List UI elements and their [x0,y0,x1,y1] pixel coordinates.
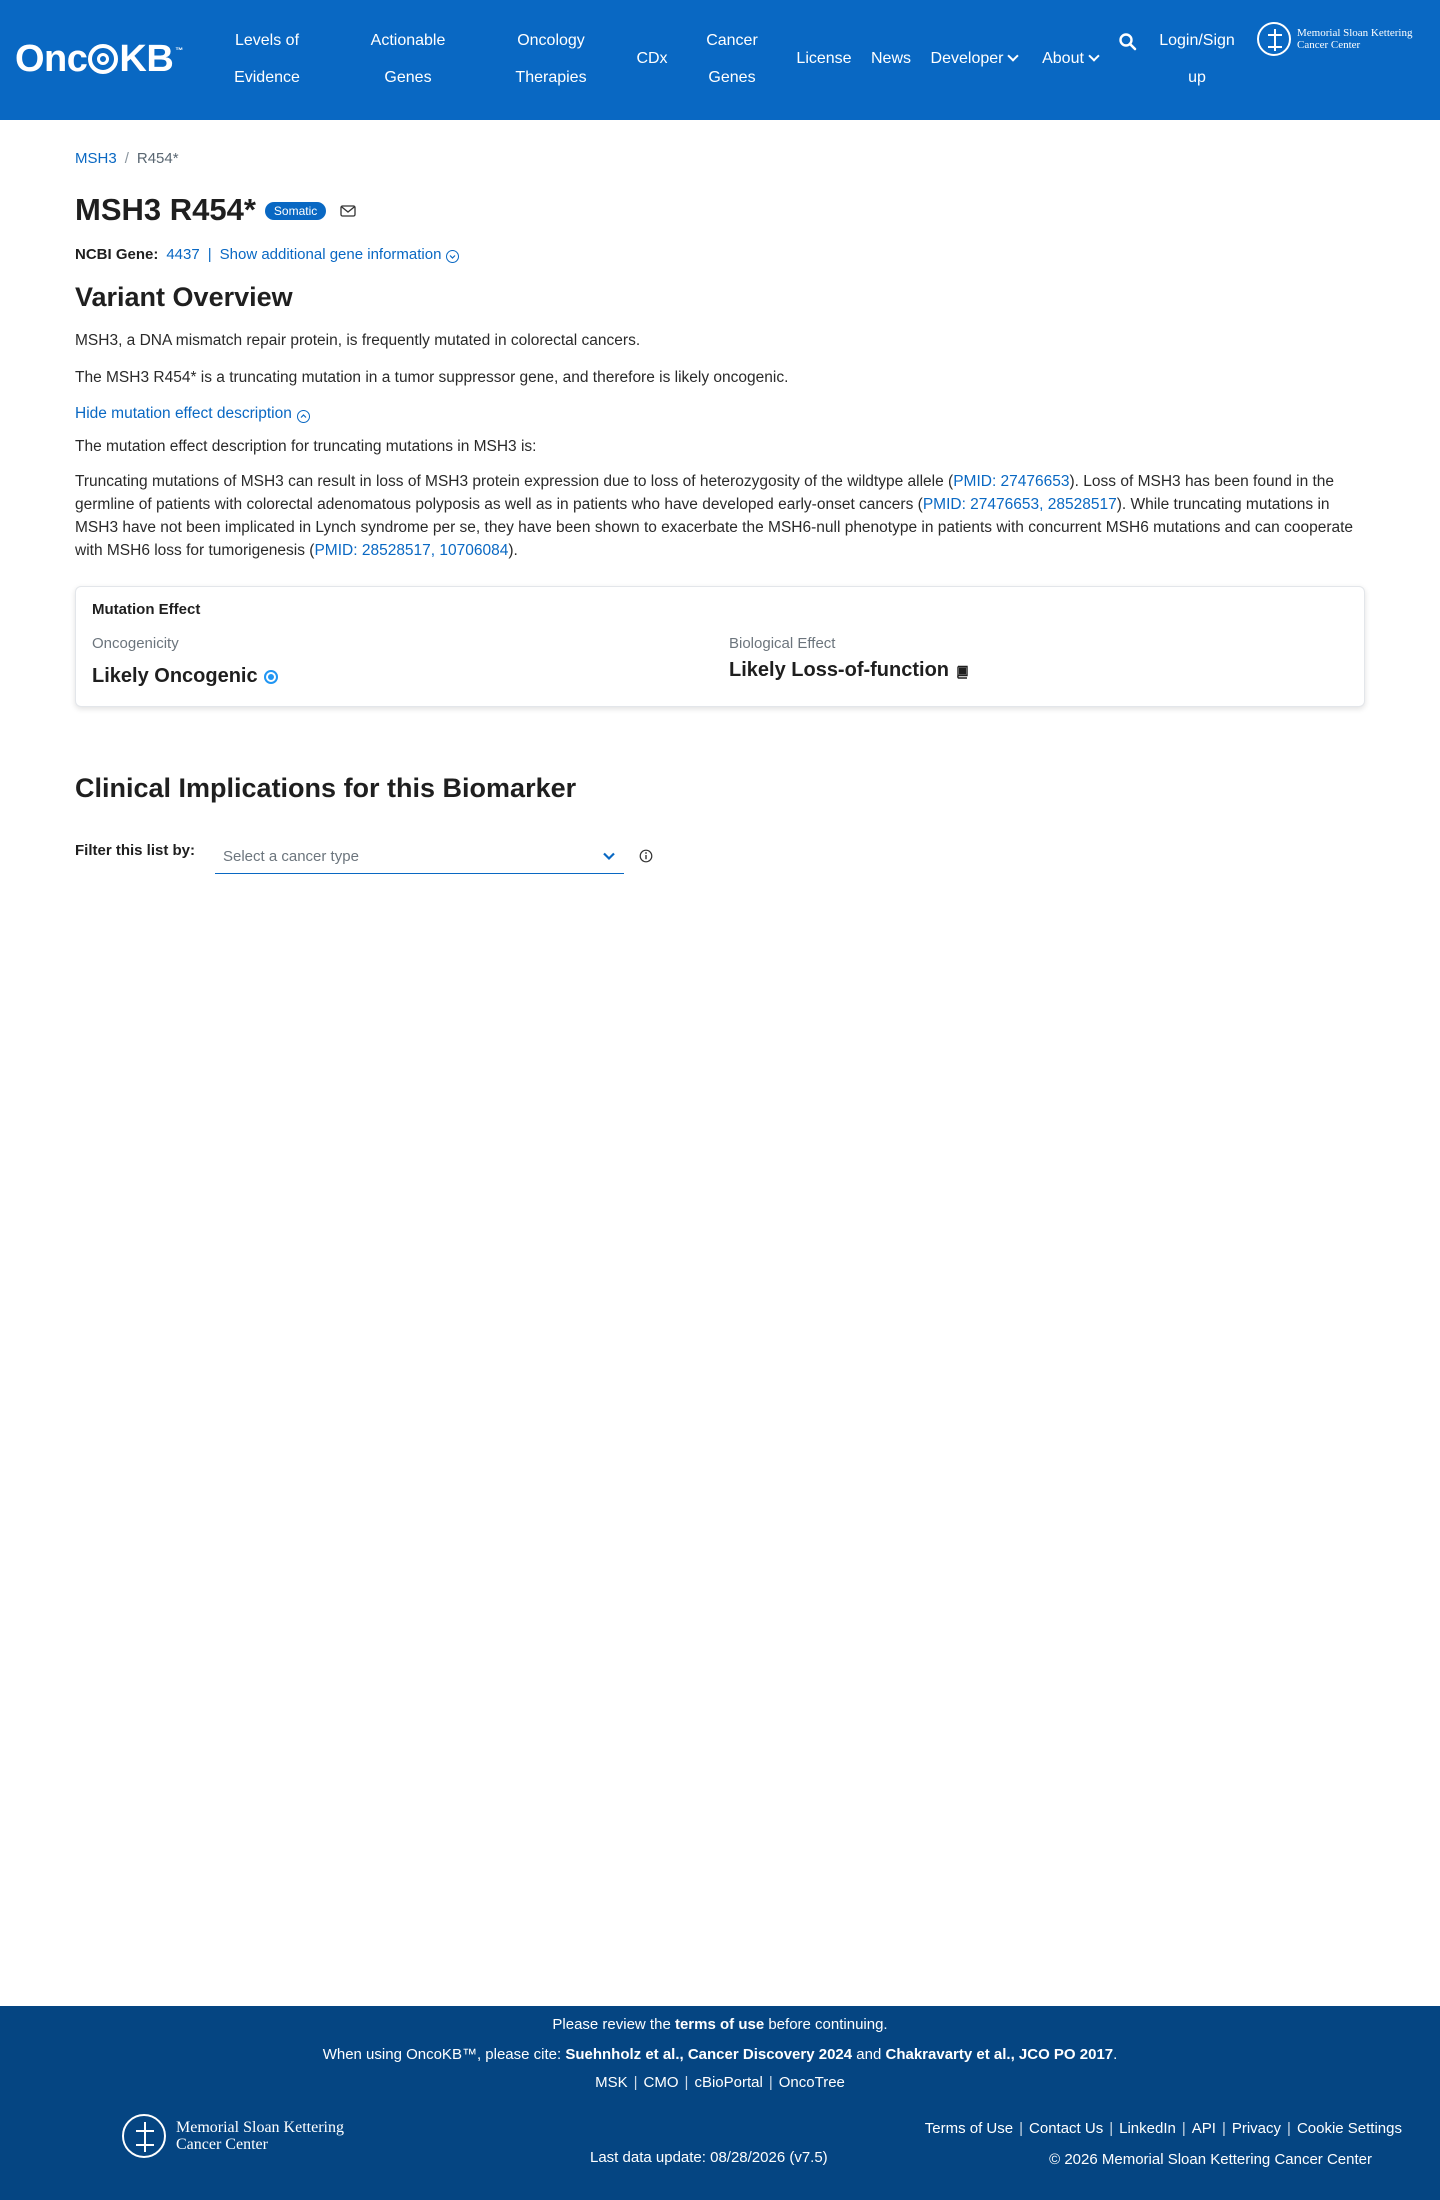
mutation-effect-description: Truncating mutations of MSH3 can result in loss of MSH3 protein expression due to loss of heterozygosity of the wildtype allele (PMID: 27476653). Loss of MSH3 has been found in the germline of patients with colorectal adenomatous polyposis as well as in patients who have developed early-onset cancers (PMID: 27476653, 28528517). While truncating mutations in MSH3 have not been implicated in Lynch syndrome per se, they have been shown to exacerbate the MSH6-null phenotype in patients with concurrent MSH6 mutations and can cooperate with MSH6 loss for tumorigenesis (PMID: 28528517, 10706084). [75,473,1354,559]
biological-effect-label: Biological Effect [729,635,836,652]
footer-link-terms[interactable]: Terms of Use [924,2120,1014,2137]
msk-seal-icon [1257,22,1291,56]
overview-summary-variant: The MSH3 R454* is a truncating mutation in a tumor suppressor gene, and therefore is likely oncogenic. [75,369,789,386]
footer-link-cbioportal[interactable]: cBioPortal [694,2074,763,2091]
last-data-update: Last data update: 08/28/2026 (v7.5) [590,2149,828,2166]
mail-icon[interactable] [340,205,356,217]
oncogenicity-value: Likely Oncogenic [92,665,278,688]
msk-seal-icon [122,2114,166,2158]
nav-levels-of-evidence[interactable]: Levels of Evidence [234,32,300,86]
nav-license[interactable]: License [796,50,852,67]
oncogenicity-label: Oncogenicity [92,635,179,652]
copyright: © 2026 Memorial Sloan Kettering Cancer Center [1049,2151,1372,2168]
pmid-link[interactable]: PMID: 28528517, 10706084 [314,542,509,559]
footer-link-linkedin[interactable]: LinkedIn [1119,2120,1176,2137]
ncbi-gene-row: NCBI Gene: 4437 | Show additional gene information [75,246,459,263]
footer-link-api[interactable]: API [1191,2120,1216,2137]
footer-legal-links: Terms of Use | Contact Us | LinkedIn | API | Privacy | Cookie Settings [924,2120,1402,2137]
footer-link-contact[interactable]: Contact Us [1029,2120,1104,2137]
ncbi-gene-link[interactable]: 4437 [166,246,200,263]
login-signup-link[interactable]: Login/Sign up [1159,32,1235,86]
footer-link-oncotree[interactable]: OncoTree [778,2074,845,2091]
book-icon[interactable] [955,665,969,679]
nav-cancer-genes[interactable]: Cancer Genes [706,32,758,86]
oncokb-target-icon [88,44,118,74]
breadcrumb: MSH3 / R454* [75,150,179,167]
hide-mutation-effect-toggle[interactable]: Hide mutation effect description [75,405,310,423]
terms-of-use-link[interactable]: terms of use [674,2016,765,2033]
footer-link-privacy[interactable]: Privacy [1231,2120,1282,2137]
citation-link-suehnholz[interactable]: Suehnholz et al., Cancer Discovery 2024 [565,2046,853,2063]
page-title: MSH3 R454* Somatic [75,192,356,228]
info-icon[interactable] [639,849,653,863]
search-icon[interactable] [1118,32,1138,52]
nav-developer-dropdown[interactable]: Developer [926,40,1022,77]
variant-overview-heading: Variant Overview [75,282,293,312]
overview-summary-gene: MSH3, a DNA mismatch repair protein, is frequently mutated in colorectal cancers. [75,332,641,349]
footer [0,2006,1440,2200]
nav-oncology-therapies[interactable]: Oncology Therapies [515,32,587,86]
breadcrumb-gene-link[interactable]: MSH3 [75,150,117,167]
mutation-effect-intro: The mutation effect description for truncating mutations in MSH3 is: [75,438,537,455]
footer-link-cookie-settings[interactable]: Cookie Settings [1296,2120,1402,2137]
biological-effect-value: Likely Loss-of-function [729,659,969,682]
footer-msk-logo[interactable]: Memorial Sloan Kettering Cancer Center [122,2114,344,2158]
chevron-down-circle-icon [446,250,459,263]
chevron-down-icon [1088,50,1099,61]
footer-link-cmo[interactable]: CMO [643,2074,679,2091]
breadcrumb-current: R454* [136,150,179,167]
chevron-down-icon [1008,50,1019,61]
oncokb-logo[interactable]: Onc KB ™ [15,38,183,80]
cancer-type-placeholder: Select a cancer type [223,848,359,865]
footer-link-msk[interactable]: MSK [595,2074,628,2091]
cancer-type-select[interactable] [215,840,624,874]
footer-citation: When using OncoKB™, please cite: Suehnholz et al., Cancer Discovery 2024 and Chakravarty et al., JCO PO 2017. [322,2046,1118,2063]
chevron-down-icon [602,849,616,863]
show-gene-info-toggle[interactable]: Show additional gene information [220,246,460,263]
mutation-effect-card [75,586,1365,707]
nav-news[interactable]: News [870,50,911,67]
msk-logo[interactable]: Memorial Sloan Kettering Cancer Center [1257,22,1412,56]
nav-actionable-genes[interactable]: Actionable Genes [370,32,446,86]
pmid-link[interactable]: PMID: 27476653, 28528517 [922,496,1117,513]
status-badge: Somatic [265,202,326,220]
nav-about-dropdown[interactable]: About [1036,40,1104,77]
citation-link-chakravarty[interactable]: Chakravarty et al., JCO PO 2017 [885,2046,1114,2063]
footer-terms-notice: Please review the terms of use before continuing. [552,2016,888,2033]
pmid-link[interactable]: PMID: 27476653 [953,473,1070,490]
clinical-implications-heading: Clinical Implications for this Biomarker [75,773,577,803]
mutation-effect-title: Mutation Effect [92,601,201,618]
filter-label: Filter this list by: [75,842,196,859]
footer-partner-links: MSK | CMO | cBioPortal | OncoTree [595,2074,845,2091]
likely-oncogenic-icon [264,670,278,684]
top-navbar [0,0,1440,120]
chevron-up-circle-icon [297,410,310,423]
nav-cdx[interactable]: CDx [636,50,668,67]
